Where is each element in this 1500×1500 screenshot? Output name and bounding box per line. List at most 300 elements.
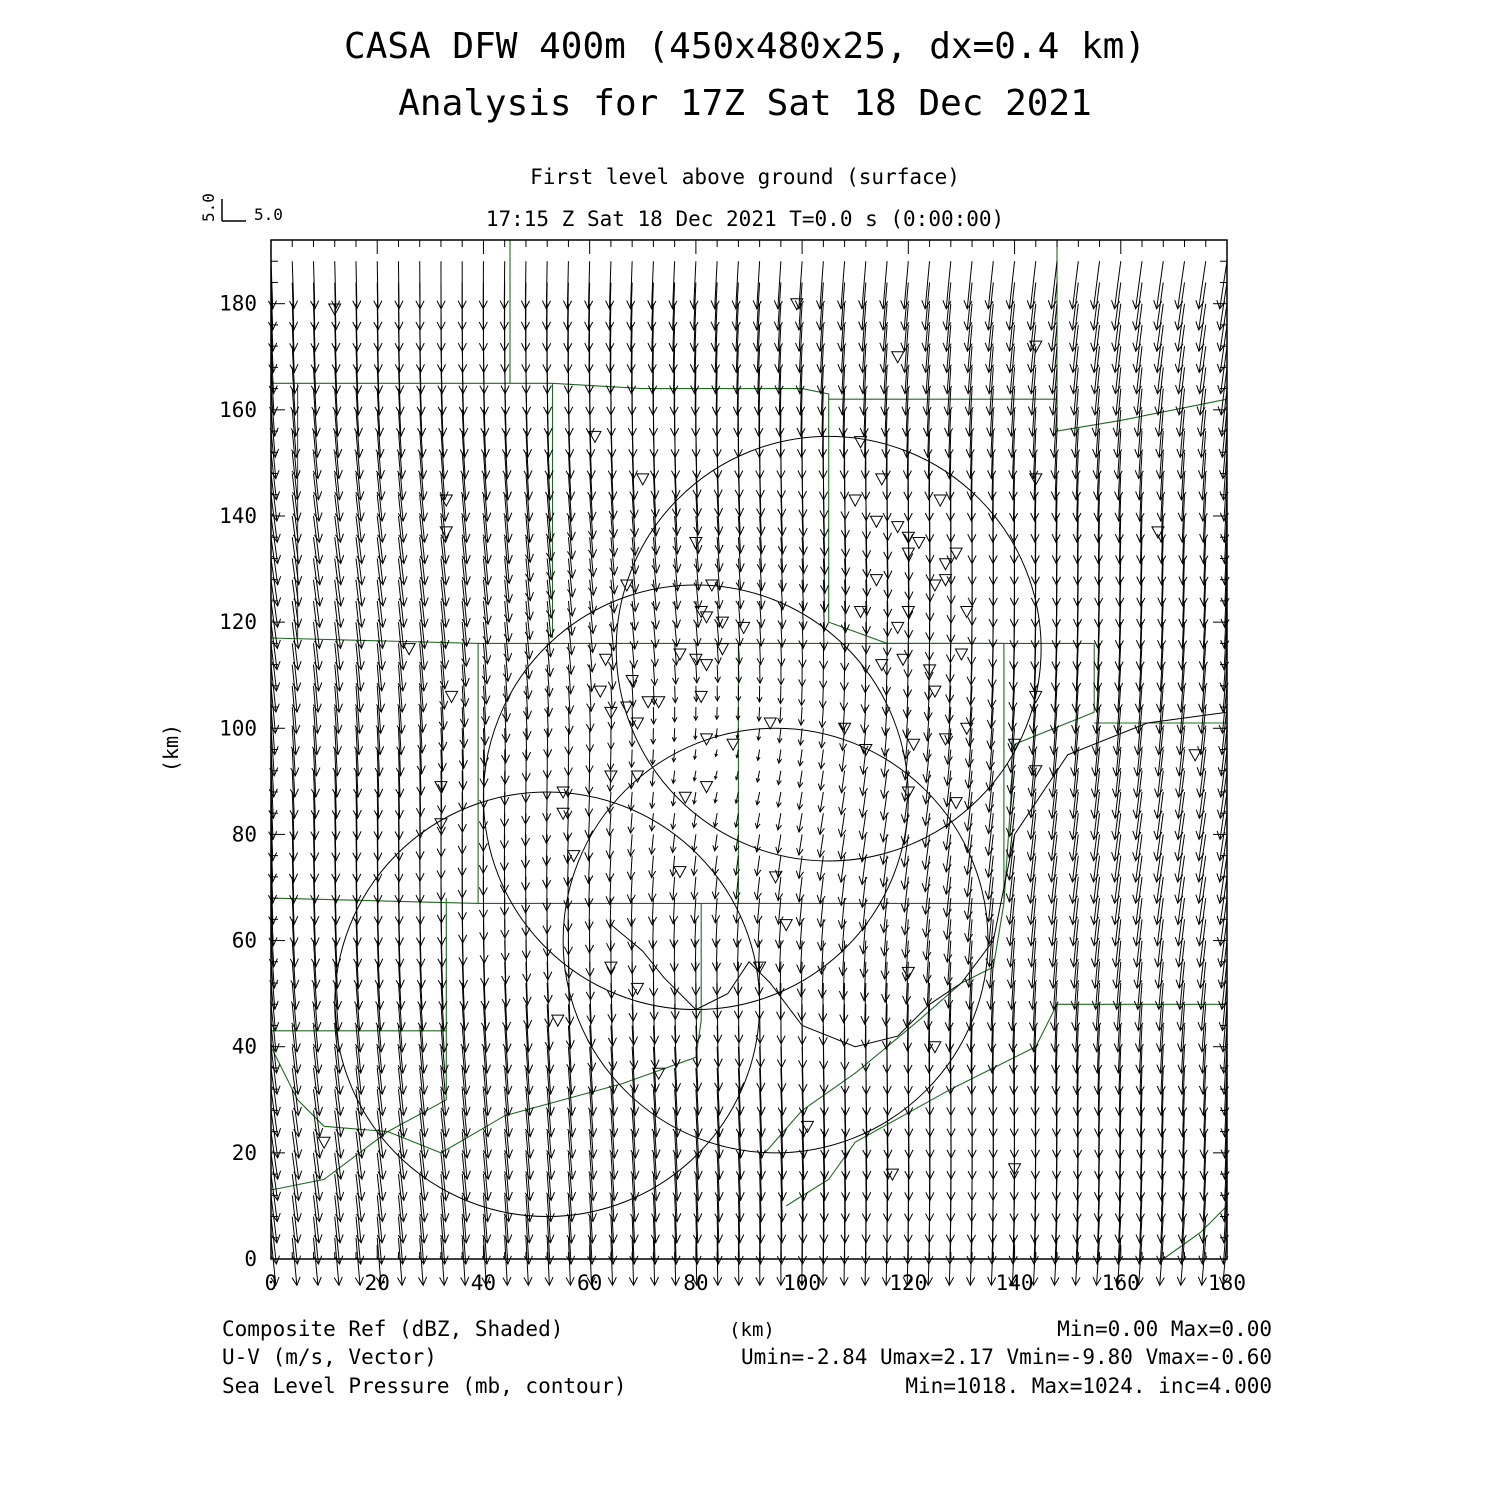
wind-vector bbox=[690, 261, 698, 309]
wind-vector bbox=[648, 261, 656, 309]
wind-vector bbox=[1217, 261, 1227, 309]
wind-vector bbox=[462, 601, 470, 646]
wind-vector bbox=[356, 516, 365, 564]
wind-vector bbox=[755, 813, 760, 828]
wind-vector bbox=[965, 750, 973, 789]
wind-vector bbox=[504, 1132, 512, 1180]
wind-vector bbox=[1006, 282, 1014, 330]
legend-pressure: Sea Level Pressure (mb, contour) bbox=[222, 1374, 627, 1398]
station-marker bbox=[552, 1015, 564, 1026]
station-marker bbox=[780, 920, 792, 931]
wind-vector bbox=[651, 665, 658, 686]
wind-vector bbox=[712, 898, 720, 923]
wind-vector bbox=[964, 813, 972, 852]
wind-vector bbox=[943, 282, 951, 330]
wind-vector bbox=[651, 728, 656, 744]
wind-vector bbox=[672, 771, 676, 784]
wind-vector bbox=[587, 983, 595, 1023]
wind-vector bbox=[818, 792, 824, 812]
wind-vector bbox=[525, 1132, 533, 1180]
wind-vector bbox=[799, 686, 805, 706]
x-tick-label: 0 bbox=[264, 1271, 278, 1295]
wind-vector bbox=[1048, 813, 1057, 861]
wind-vector bbox=[1090, 261, 1099, 309]
legend-composite-ref: Composite Ref (dBZ, Shaded) bbox=[222, 1317, 564, 1341]
wind-vector bbox=[377, 516, 386, 564]
wind-vector bbox=[672, 665, 678, 684]
wind-vector bbox=[817, 919, 825, 950]
wind-vector bbox=[651, 707, 656, 724]
wind-vector bbox=[715, 665, 721, 683]
wind-vector bbox=[629, 1004, 637, 1045]
county-line bbox=[271, 383, 1057, 404]
wind-vector bbox=[608, 686, 615, 709]
y-tick-label: 60 bbox=[231, 928, 257, 953]
wind-vector bbox=[777, 792, 782, 807]
wind-vector bbox=[712, 856, 718, 875]
station-marker bbox=[701, 782, 713, 793]
wind-vector bbox=[819, 750, 825, 769]
vector-scale-key bbox=[199, 193, 283, 224]
wind-vector bbox=[420, 537, 428, 585]
wind-vector bbox=[733, 898, 741, 923]
wind-vector bbox=[985, 834, 993, 877]
wind-vector bbox=[629, 771, 635, 789]
wind-vector bbox=[437, 261, 445, 309]
wind-vector bbox=[672, 686, 677, 703]
wind-vector bbox=[606, 813, 613, 835]
wind-vector bbox=[544, 962, 552, 1003]
wind-vector bbox=[713, 834, 718, 850]
wind-vector bbox=[985, 856, 993, 900]
wind-vector bbox=[649, 856, 656, 878]
x-axis-label: (km) bbox=[729, 1319, 775, 1341]
wind-vector bbox=[377, 1089, 386, 1137]
legend-pressure-range: Min=1018. Max=1024. inc=4.000 bbox=[905, 1374, 1272, 1398]
wind-vector bbox=[672, 1047, 680, 1092]
wind-vector bbox=[838, 834, 846, 859]
wind-vector bbox=[965, 771, 973, 810]
station-marker bbox=[892, 352, 904, 363]
wind-vector bbox=[1175, 261, 1185, 309]
title-line-1: CASA DFW 400m (450x480x25, dx=0.4 km) bbox=[344, 26, 1146, 67]
station-marker bbox=[637, 474, 649, 485]
wind-vector bbox=[669, 261, 677, 309]
wind-vector bbox=[1176, 750, 1185, 798]
wind-vector bbox=[585, 771, 592, 794]
wind-vector bbox=[542, 261, 550, 309]
wind-vector bbox=[693, 1047, 701, 1091]
wind-vector bbox=[798, 728, 803, 745]
wind-vector bbox=[736, 643, 743, 664]
wind-vector bbox=[777, 750, 781, 764]
wind-vector bbox=[757, 643, 764, 664]
wind-vector bbox=[651, 1047, 659, 1092]
county-boundaries bbox=[271, 240, 1227, 1259]
wind-vector bbox=[628, 813, 634, 833]
station-marker bbox=[892, 622, 904, 633]
wind-vector bbox=[736, 1047, 744, 1091]
wind-vector bbox=[441, 1110, 449, 1158]
wind-vector bbox=[567, 558, 575, 597]
wind-vector bbox=[922, 261, 930, 309]
station-marker bbox=[727, 739, 739, 750]
wind-vector bbox=[586, 750, 593, 773]
wind-vector bbox=[964, 261, 972, 309]
wind-vector bbox=[757, 1047, 765, 1091]
wind-vector bbox=[313, 1047, 322, 1095]
wind-vector bbox=[356, 495, 365, 543]
wind-vector bbox=[839, 771, 846, 793]
wind-vector bbox=[736, 707, 740, 720]
wind-vector bbox=[1196, 261, 1206, 309]
wind-vector bbox=[608, 983, 616, 1022]
station-marker bbox=[934, 495, 946, 506]
wind-vector bbox=[733, 919, 741, 947]
wind-vector bbox=[964, 304, 972, 352]
wind-vector bbox=[860, 771, 868, 796]
wind-vector bbox=[671, 813, 676, 829]
wind-vector bbox=[311, 261, 319, 309]
wind-vector bbox=[398, 1089, 407, 1137]
station-marker bbox=[594, 686, 606, 697]
wind-vector bbox=[796, 898, 804, 925]
wind-vector bbox=[627, 261, 635, 309]
wind-vector bbox=[692, 834, 697, 851]
wind-vector bbox=[483, 1153, 491, 1201]
wind-vector bbox=[757, 665, 763, 684]
wind-vector bbox=[566, 1004, 574, 1048]
wind-vector bbox=[944, 750, 952, 786]
wind-vector bbox=[712, 919, 720, 946]
wind-vector bbox=[693, 771, 696, 781]
wind-vector bbox=[627, 877, 635, 903]
wind-vector bbox=[964, 834, 972, 874]
station-marker bbox=[849, 495, 861, 506]
wind-vector bbox=[711, 261, 719, 309]
wind-vector bbox=[628, 834, 635, 856]
wind-vector bbox=[1133, 261, 1142, 309]
wind-vector bbox=[504, 558, 512, 602]
wind-vector bbox=[545, 983, 553, 1026]
x-tick-label: 60 bbox=[577, 1271, 603, 1295]
wind-vector bbox=[672, 707, 677, 722]
wind-vector bbox=[694, 665, 700, 683]
station-marker bbox=[631, 771, 643, 782]
wind-vector bbox=[502, 941, 510, 984]
wind-vector bbox=[714, 792, 717, 803]
station-marker bbox=[870, 575, 882, 586]
wind-vector bbox=[715, 1047, 723, 1091]
wind-vector bbox=[799, 622, 807, 648]
wind-vector bbox=[776, 941, 784, 972]
station-marker bbox=[876, 660, 888, 671]
y-tick-label: 160 bbox=[219, 397, 257, 422]
wind-vector bbox=[420, 1110, 429, 1158]
wind-vector bbox=[775, 898, 783, 924]
wind-vector bbox=[563, 261, 571, 309]
wind-vector bbox=[775, 856, 782, 877]
wind-vector bbox=[1154, 261, 1164, 309]
y-tick-label: 120 bbox=[219, 610, 257, 635]
wind-vector bbox=[441, 622, 449, 669]
wind-vector bbox=[670, 919, 678, 947]
wind-vector bbox=[964, 856, 972, 897]
wind-vector bbox=[986, 771, 994, 812]
wind-vector bbox=[756, 792, 760, 805]
wind-vector bbox=[650, 750, 655, 765]
wind-vector bbox=[420, 1089, 428, 1137]
vector-scale-y-label: 5.0 bbox=[199, 193, 218, 222]
legend-ref-range: Min=0.00 Max=0.00 bbox=[1057, 1317, 1272, 1341]
station-marker bbox=[908, 739, 920, 750]
wind-vector bbox=[799, 665, 806, 687]
wind-vector bbox=[268, 261, 276, 309]
wind-vector bbox=[670, 941, 678, 972]
y-tick-label: 20 bbox=[231, 1140, 257, 1165]
wind-vector bbox=[672, 750, 676, 762]
wind-vector bbox=[441, 558, 449, 606]
wind-vector bbox=[395, 261, 403, 309]
wind-vector bbox=[754, 919, 762, 947]
wind-vector bbox=[398, 537, 407, 585]
wind-vector bbox=[946, 665, 954, 703]
wind-vector bbox=[1049, 792, 1058, 840]
wind-vector bbox=[694, 728, 697, 739]
wind-vector bbox=[374, 261, 382, 309]
wind-vector bbox=[608, 1004, 616, 1046]
wind-vector bbox=[462, 558, 470, 606]
wind-vector bbox=[630, 1025, 638, 1068]
wind-vector bbox=[1006, 261, 1014, 309]
wind-vector bbox=[985, 261, 993, 309]
wind-vector bbox=[839, 750, 846, 772]
wind-vector bbox=[462, 1153, 470, 1201]
wind-vector bbox=[462, 580, 470, 627]
wind-vector bbox=[859, 877, 867, 908]
wind-vector bbox=[650, 771, 655, 786]
wind-vector bbox=[670, 856, 677, 877]
legend-wind-vector: U-V (m/s, Vector) bbox=[222, 1345, 437, 1369]
wind-vector bbox=[335, 1068, 344, 1116]
wind-vector bbox=[755, 856, 761, 876]
wind-vector bbox=[672, 643, 679, 665]
county-line bbox=[1163, 1206, 1227, 1259]
wind-vector bbox=[819, 728, 825, 748]
wind-vector bbox=[839, 792, 846, 815]
x-tick-label: 20 bbox=[364, 1271, 390, 1295]
wind-vector bbox=[649, 834, 655, 854]
legend-wind-range: Umin=-2.84 Umax=2.17 Vmin=-9.80 Vmax=-0.60 bbox=[740, 1345, 1272, 1369]
wind-vector bbox=[736, 686, 741, 701]
wind-vector bbox=[441, 580, 449, 628]
wind-vector bbox=[629, 750, 635, 768]
county-line bbox=[1036, 1004, 1227, 1046]
wind-vector bbox=[966, 707, 974, 746]
wind-vector bbox=[754, 877, 761, 900]
wind-vector bbox=[985, 813, 993, 855]
wind-vector bbox=[757, 707, 761, 721]
wind-vector bbox=[1091, 792, 1100, 840]
wind-vector bbox=[817, 877, 825, 904]
wind-vector bbox=[398, 516, 407, 564]
y-tick-label: 180 bbox=[219, 291, 257, 316]
time-subtitle: 17:15 Z Sat 18 Dec 2021 T=0.0 s (0:00:00) bbox=[485, 207, 1005, 231]
wind-vector bbox=[691, 898, 699, 923]
x-tick-label: 120 bbox=[889, 1271, 928, 1295]
wind-vector bbox=[798, 707, 804, 725]
wind-vector bbox=[838, 898, 846, 929]
station-marker bbox=[961, 607, 973, 618]
wind-vector bbox=[628, 919, 636, 949]
wind-vector bbox=[523, 962, 531, 1005]
wind-vector bbox=[733, 877, 740, 899]
y-axis-label: (km) bbox=[159, 723, 183, 773]
wind-vector bbox=[712, 877, 719, 899]
wind-vector bbox=[609, 1025, 617, 1069]
wind-vector bbox=[797, 813, 803, 832]
wind-vector bbox=[694, 707, 698, 720]
county-line bbox=[388, 1031, 447, 1132]
wind-vector bbox=[693, 792, 697, 804]
wind-vector bbox=[332, 261, 340, 309]
wind-vector bbox=[441, 1132, 449, 1180]
wind-vector bbox=[335, 495, 344, 543]
station-marker bbox=[701, 612, 713, 623]
wind-vector bbox=[483, 580, 491, 625]
wind-vector bbox=[985, 282, 993, 330]
station-marker bbox=[870, 516, 882, 527]
wind-vector bbox=[715, 707, 719, 719]
wind-vector bbox=[756, 771, 760, 782]
wind-vector bbox=[715, 771, 718, 779]
y-tick-label: 80 bbox=[231, 822, 257, 847]
wind-vector bbox=[817, 856, 825, 881]
station-marker bbox=[642, 697, 654, 708]
station-marker bbox=[631, 983, 643, 994]
station-marker bbox=[892, 522, 904, 533]
y-tick-label: 140 bbox=[219, 503, 257, 528]
wind-vector bbox=[587, 1004, 595, 1047]
wind-vector bbox=[1133, 771, 1142, 819]
wind-vector bbox=[817, 834, 824, 857]
wind-vector bbox=[714, 1025, 722, 1066]
wind-vector bbox=[694, 750, 697, 760]
wind-vector bbox=[606, 856, 614, 882]
wind-vector bbox=[607, 750, 614, 771]
x-tick-label: 180 bbox=[1208, 1271, 1246, 1295]
wind-vector bbox=[691, 856, 697, 876]
wind-vector bbox=[922, 282, 930, 330]
y-tick-label: 100 bbox=[219, 716, 257, 741]
station-marker bbox=[701, 660, 713, 671]
wind-vector bbox=[691, 877, 698, 899]
station-marker bbox=[913, 538, 925, 549]
wind-vector bbox=[943, 261, 951, 309]
wind-vector bbox=[629, 728, 635, 746]
wind-vector bbox=[838, 813, 846, 837]
wind-vector bbox=[1112, 771, 1121, 819]
wind-vector bbox=[441, 1153, 449, 1201]
wind-vector bbox=[670, 877, 677, 900]
wind-vector bbox=[1112, 261, 1121, 309]
station-marker bbox=[955, 649, 967, 660]
wind-vector bbox=[670, 834, 676, 852]
wind-vector bbox=[670, 898, 678, 924]
wind-vector bbox=[606, 261, 614, 309]
wind-vector bbox=[798, 750, 803, 766]
vector-scale-x-label: 5.0 bbox=[254, 205, 283, 224]
wind-vector bbox=[292, 1047, 301, 1095]
wind-vector bbox=[943, 304, 951, 352]
wind-vector bbox=[797, 834, 804, 855]
wind-vector bbox=[565, 707, 573, 734]
plot-frame bbox=[271, 240, 1227, 1259]
wind-vector bbox=[313, 495, 322, 543]
wind-vector bbox=[1069, 261, 1078, 309]
x-tick-label: 80 bbox=[683, 1271, 709, 1295]
wind-vector bbox=[651, 1025, 659, 1067]
wind-vector bbox=[778, 686, 784, 704]
wind-vector bbox=[608, 728, 615, 749]
x-tick-label: 40 bbox=[470, 1271, 497, 1295]
wind-vector bbox=[798, 771, 803, 788]
wind-vector bbox=[586, 728, 594, 752]
wind-vector bbox=[776, 813, 781, 830]
wind-vector bbox=[757, 728, 761, 740]
wind-vector bbox=[1070, 792, 1079, 840]
y-tick-label: 40 bbox=[231, 1034, 257, 1059]
y-tick-label: 0 bbox=[244, 1247, 257, 1271]
wind-vector bbox=[691, 919, 699, 947]
wind-vector bbox=[441, 537, 449, 585]
wind-vector bbox=[292, 474, 301, 521]
wind-vector bbox=[672, 728, 676, 741]
wind-vector bbox=[778, 728, 783, 742]
wind-vector bbox=[271, 474, 280, 521]
wind-vector bbox=[672, 1025, 680, 1067]
wind-vector bbox=[985, 792, 993, 834]
wind-vector bbox=[776, 834, 782, 853]
wind-vector bbox=[585, 261, 593, 309]
wind-vector bbox=[819, 686, 826, 708]
station-marker bbox=[318, 1137, 330, 1148]
wind-vector bbox=[630, 686, 637, 707]
wind-vector bbox=[819, 707, 826, 728]
wind-vector bbox=[648, 877, 656, 901]
wind-vector bbox=[715, 750, 718, 757]
pressure-contour bbox=[993, 712, 1227, 940]
wind-vector bbox=[777, 771, 781, 785]
wind-vector bbox=[985, 304, 993, 352]
wind-vector bbox=[479, 261, 487, 309]
wind-vector bbox=[649, 813, 655, 831]
county-line bbox=[271, 898, 1004, 903]
wind-vector bbox=[289, 261, 297, 309]
wind-vector bbox=[606, 834, 614, 858]
wind-vector bbox=[271, 1047, 280, 1095]
x-tick-label: 140 bbox=[995, 1271, 1034, 1295]
wind-vector bbox=[458, 261, 466, 309]
wind-vector bbox=[483, 1132, 491, 1180]
wind-vector bbox=[416, 261, 424, 309]
wind-vector bbox=[778, 665, 784, 685]
wind-vector bbox=[715, 686, 720, 701]
wind-vector bbox=[796, 877, 804, 902]
station-marker bbox=[950, 548, 962, 559]
wind-vector bbox=[757, 750, 760, 761]
wind-vector bbox=[715, 728, 718, 738]
